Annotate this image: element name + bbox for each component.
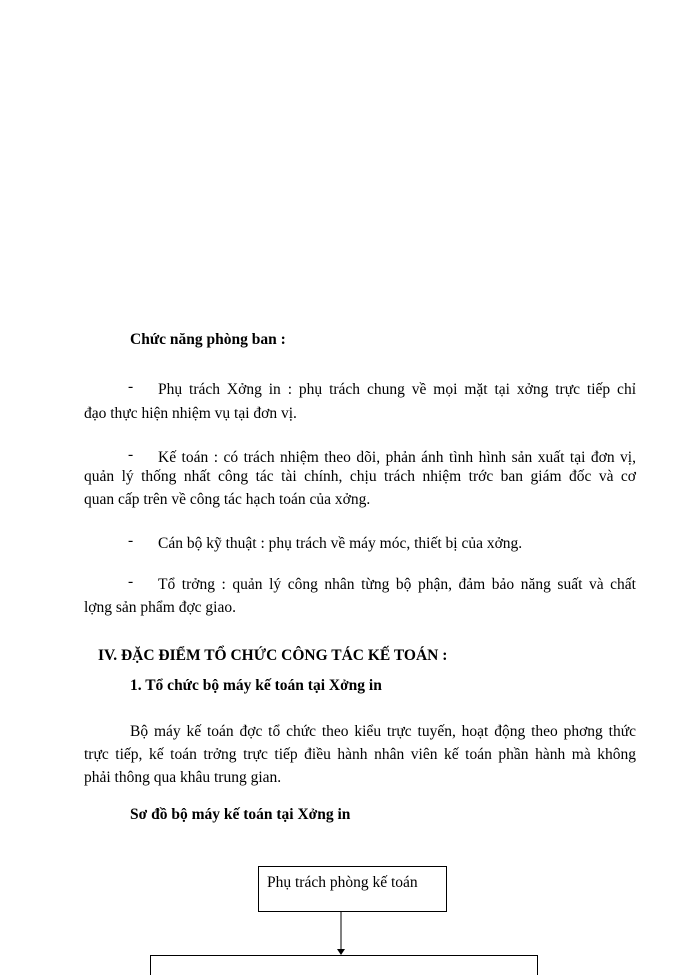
item-2-line-1: Kế toán : có trách nhiệm theo dõi, phản ánh tình hình sản xuất tại đơn vị,	[158, 449, 636, 466]
item-3-line-1: Cán bộ kỹ thuật : phụ trách về máy móc, thiết bị của xởng.	[158, 535, 523, 552]
top-box-label: Phụ trách phòng kế toán	[267, 874, 418, 891]
bullet-dash: -	[128, 378, 134, 395]
item-2-line-3: quan cấp trên về công tác hạch toán của xởng.	[84, 491, 371, 508]
diagram-title: Sơ đồ bộ máy kế toán tại Xởng in	[130, 806, 351, 823]
item-1-line-2: đạo thực hiện nhiệm vụ tại đơn vị.	[84, 405, 297, 422]
para-line-3: phải thông qua khâu trung gian.	[84, 769, 282, 786]
item-4-line-1: Tổ trởng : quản lý công nhân từng bộ phận, đảm bảo năng suất và chất	[158, 576, 636, 593]
para-line-2: trực tiếp, kế toán trởng trực tiếp điều hành nhân viên kế toán phần hành mà không	[84, 746, 636, 763]
functions-heading: Chức năng phòng ban :	[130, 331, 286, 348]
bottom-box	[150, 955, 538, 975]
item-4-line-2: lợng sản phẩm đợc giao.	[84, 599, 236, 616]
bullet-dash: -	[128, 532, 134, 549]
item-2-line-2: quản lý thống nhất công tác tài chính, chịu trách nhiệm trớc ban giám đốc và cơ	[84, 468, 636, 485]
bullet-dash: -	[128, 573, 134, 590]
section-iv-heading: IV. ĐẶC ĐIỂM TỔ CHỨC CÔNG TÁC KẾ TOÁN :	[98, 647, 448, 664]
section-iv-subheading: 1. Tổ chức bộ máy kế toán tại Xởng in	[130, 677, 382, 694]
item-1-line-1: Phụ trách Xởng in : phụ trách chung về mọi mặt tại xởng trực tiếp chỉ	[158, 381, 636, 398]
para-line-1: Bộ máy kế toán đợc tổ chức theo kiểu trực tuyến, hoạt động theo phơng thức	[130, 723, 636, 740]
bullet-dash: -	[128, 446, 134, 463]
